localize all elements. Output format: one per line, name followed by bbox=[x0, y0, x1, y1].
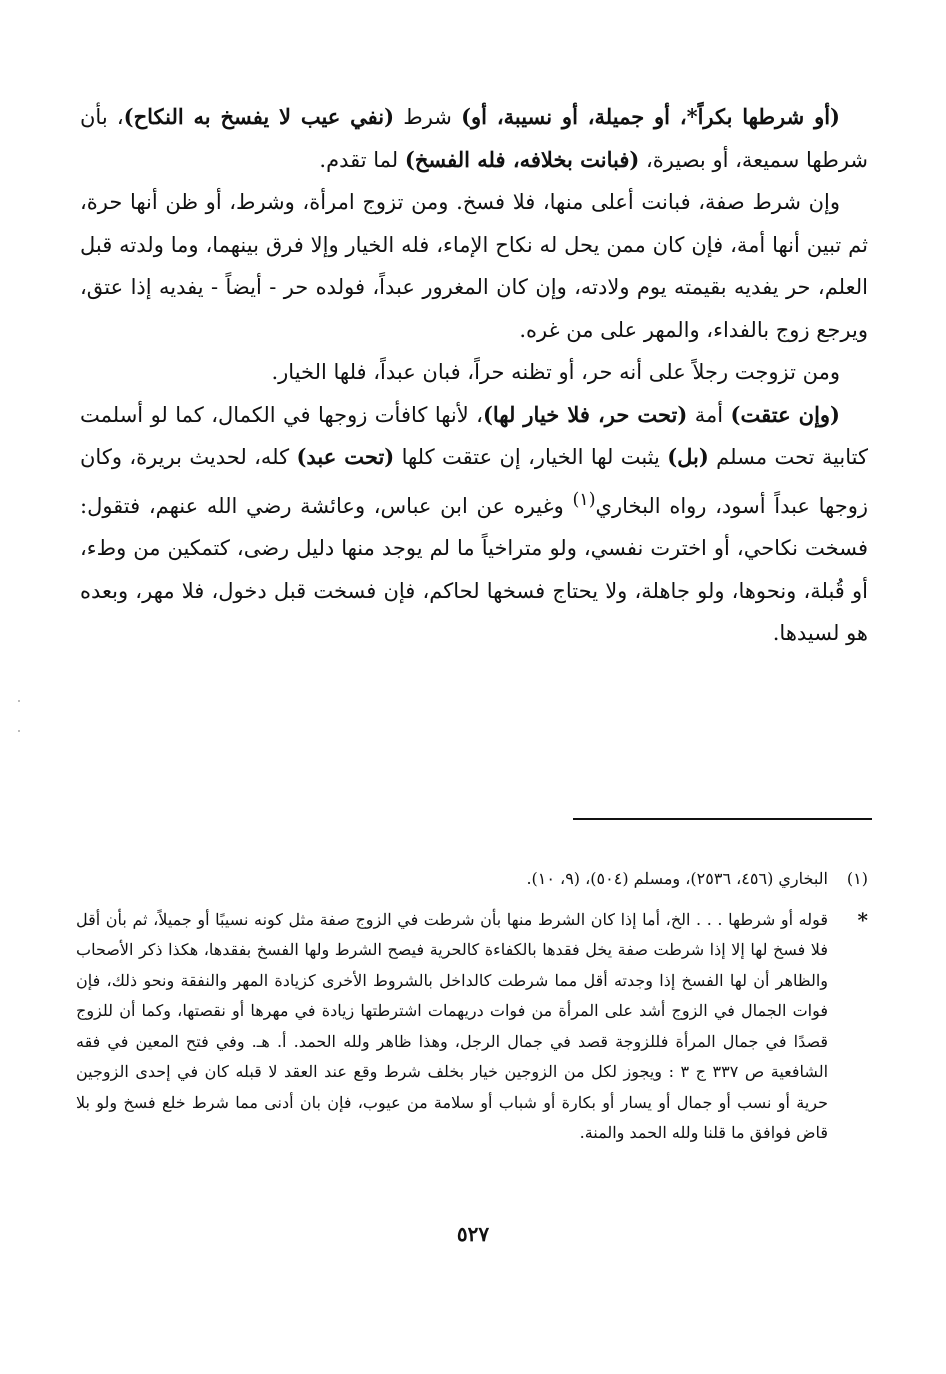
bold-phrase: (تحت حر، فلا خيار لها) bbox=[482, 401, 688, 427]
text-run: ، بأن شرطها سميعة، أو بصيرة، bbox=[80, 105, 868, 172]
main-text-block bbox=[80, 96, 868, 655]
footnote-text: قوله أو شرطها . . . الخ، أما إذا كان الشرط منها بأن شرطت في الزوج صفة مثل كونه نسيبًا أو جميلاً، ثم بأن أقل فلا فسخ لها إلا إذا شرطت صفة يخل فقدها بالكفاءة كالحرية فيصح الشرط ولها الفسخ بفقدها، هكذا ذكر الأصحاب والظاهر أن لها الفسخ إذا وجدته أقل مما شرطت كالداخل بالشروط الأخرى كزيادة المهر والنفقة ونحو ذلك، فإن فوات الجمال في الزوج أشد على المرأة من فوات دريهمات اشترطتها زيادة في مهرها أو نقصتها، وكما أن للزوج قصدًا في جمال المرأة فللزوجة قصد في جمال الرجل، وهذا ظاهر ولله الحمد. أ. هـ. وفي فتح المعين في فقه الشافعية ص ٣٣٧ ج ٣ : ويجوز لكل من الزوجين خيار بخلف شرط وقع عند العقد لا قبله كان في إحدى الزوجين حرية أو نسب أو جمال أو يسار أو بكارة أو شباب أو سلامة من عيوب، فإن بان أدنى مما شرط خلع فسخ ولو بلا قاض فوافق ما قلنا ولله الحمد والمنة. bbox=[76, 909, 829, 1142]
paragraph-3: ومن تزوجت رجلاً على أنه حر، أو تظنه حراً، فبان عبداً، فلها الخيار. bbox=[271, 360, 840, 384]
text-run: شرط bbox=[394, 105, 462, 129]
text-run: لما تقدم. bbox=[319, 147, 405, 172]
footnote-1 bbox=[76, 864, 868, 895]
margin-specks bbox=[18, 700, 20, 760]
bold-phrase: (أو شرطها بكراً*، أو جميلة، أو نسيبة، أو) bbox=[461, 104, 840, 129]
paragraph-2: وإن شرط صفة، فبانت أعلى منها، فلا فسخ. ومن تزوج امرأة، وشرط، أو ظن أنها حرة، ثم تبين أنها أمة، فإن كان ممن يحل له نكاح الإماء، فله الخيار وإلا فرق بينهما، وما ولدته قبل العلم، حر يفديه بقيمته يوم ولادته، وإن كان المغرور عبداً، فولده حر - أيضاً - يفديه إذا عتق، ويرجع زوج بالفداء، والمهر على من غره. bbox=[80, 190, 868, 342]
paragraph-4 bbox=[80, 394, 868, 655]
text-run: وغيره عن ابن عباس، وعائشة رضي الله عنهم، فتقول: فسخت نكاحي، أو اخترت نفسي، ولو متراخياً ما لم يوجد منها دليل رضى، كتمكين من وطء، أو قُبلة، ونحوها، ولو جاهلة، ولا يحتاج فسخها لحاكم، فإن فسخت قبل دخول، فلا مهر، وبعده هو لسيدها. bbox=[80, 493, 868, 645]
page-number: ٥٢٧ bbox=[456, 1222, 490, 1246]
bold-phrase: (بل) bbox=[667, 444, 709, 469]
footnote-separator bbox=[573, 818, 872, 820]
bold-phrase: (وإن عتقت) bbox=[730, 401, 840, 427]
footnote-marker: (١) bbox=[846, 869, 868, 888]
text-run: كله، لحديث بريرة، وكان زوجها عبداً أسود، رواه البخاري bbox=[80, 445, 869, 518]
speck bbox=[18, 730, 20, 732]
footnote-asterisk bbox=[76, 905, 868, 1149]
text-run: ، لأنها كافأت زوجها في الكمال، كما لو أسلمت كتابية تحت مسلم bbox=[80, 402, 868, 469]
paragraph-1 bbox=[80, 96, 868, 181]
bold-phrase: (فبانت بخلافه، فله الفسخ) bbox=[404, 146, 640, 172]
speck bbox=[18, 700, 20, 702]
footnote-text: البخاري (٤٥٦، ٢٥٣٦)، ومسلم (٥٠٤)، (٩، ١٠). bbox=[526, 869, 828, 888]
footnotes-section bbox=[76, 864, 868, 1149]
text-run: يثبت لها الخيار، إن عتقت كلها bbox=[394, 445, 668, 469]
asterisk-marker: * bbox=[857, 907, 868, 932]
bold-phrase: (تحت عبد) bbox=[296, 444, 395, 469]
bold-phrase: (نفي عيب لا يفسخ به النكاح) bbox=[123, 104, 395, 129]
text-run: أمة bbox=[687, 402, 731, 427]
footnote-reference[interactable]: (١) bbox=[572, 489, 596, 510]
